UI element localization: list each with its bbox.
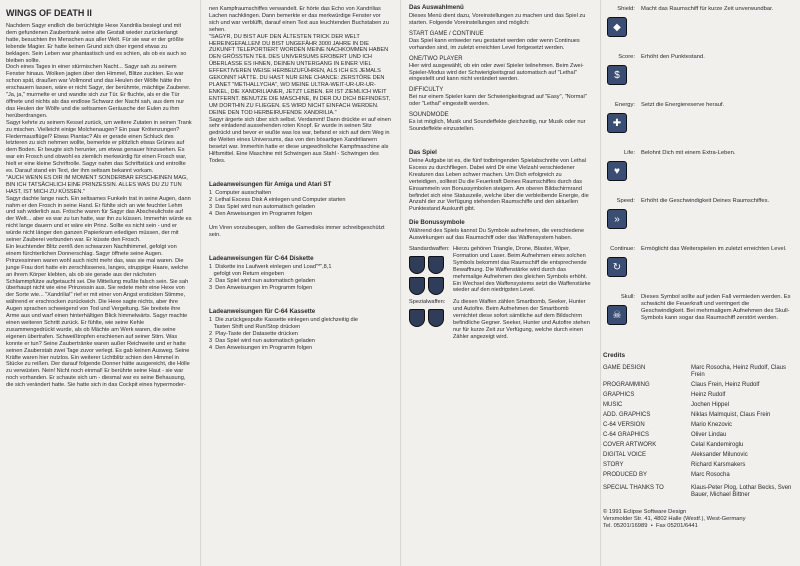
symbol-label: Shield: xyxy=(617,6,635,12)
bonus-text: Während des Spiels kannst Du Symbole aufnehmen, die verschiedene Auswirkungen auf das Raumschiff oder das Waffensystem haben. xyxy=(409,228,586,242)
symbol-label: Energy: xyxy=(615,102,635,108)
credit-name: Aleksander Milunovic xyxy=(691,452,748,458)
credit-name: Heinz Rudolf xyxy=(691,392,726,398)
credit-row xyxy=(601,472,794,479)
symbol-label: Speed: xyxy=(616,198,635,204)
symbol-speed xyxy=(601,196,794,244)
menu-column xyxy=(400,0,600,566)
standard-weapons xyxy=(409,246,592,295)
story-text-continued: nen Kampfraumschiffes verwandelt. Er hörte das Echo von Xandrilias Lachen nachklingen. Dann bemerkte er das merkwürdige Fenster vor sich und war verblüfft, darauf einen Text aus leuchtenden Buchstaben zu sehen. "SAGYR, DU BIST AUF DEN ÄLTESTEN TRICK DER WELT HEREINGEFALLEN! DU BIST UNGEFÄHR 3000 JAHRE IN DIE ZUKUNFT TELEPORTIERT WORDEN MEINE NACHKOMMEN HABEN DEN GRÖSSTEN TEIL DES UNIVERSUMS EROBERT UND ICH ÜBERLASSE ES IHNEN, DEINEN UNTERGANG IN EINER VIEL EFFEKTIVEREN WEISE HERBEIZUFÜHREN, ALS ICH ES JEMALS GEKONNT HÄTTE. DU HAST NUR EINE CHANCE: ZERSTÖRE DEN PLANET "METHALLYCHA", WO MEINE ULTRA-WEIT-UR-UR-UR-ENKEL, DIE XANDRILIANER, JETZT LEBEN. ER IST ZIEMLICH WEIT ENTFERNT. BENUTZE DIE MASCHINE, IN DER DU DICH BEFINDEST, UM DORTHIN ZU FLIEGEN. ES WIRD NICHT EINFACH WERDEN. DEINE DEN TOD HERBEIRUFENDE XANDRILIA." Sagyr ärgerte sich über sich selbst. Verdammt! Dann drückte er auf einen sehr einladend aussehenden roten Knopf. Er wurde in seinen Sitz gedrückt und bevor er wußte was los war, befand er sich auf dem Weg in die Weiten eines Universums, das von den bösartigen Xandrilianern besetzt war. Immerhin hatte er diese ungewöhnliche Kampfmaschine als Hilfsmittel. Eine Maschine mit Schwingen aus Stahl - Schwingen des Todes. xyxy=(209,6,391,164)
symbol-desc: Erhöht die Geschwindigkeit Deines Raumschiffes. xyxy=(641,198,770,204)
credit-row xyxy=(601,382,794,389)
credit-row xyxy=(601,442,794,449)
credit-role: GAME DESIGN xyxy=(603,365,646,371)
standard-weapons-text: Hierzu gehören Triangle, Drone, Blaster, Wiper, Formation und Laser. Beim Aufnehmen eines solchen Symbols bekommt das Raumschiff die entsprechende Bewaffnung. Die Waffenstärke wird durch das mehrmalige Aufnehmen des gleichen Symbols erhöht. Ein Wechsel des Waffensystems setzt die Waffenstärke wieder auf den niedrigsten Level. xyxy=(453,246,591,294)
symbol-label: Score: xyxy=(618,54,635,60)
bonus-heading: Die Bonussymbole xyxy=(409,219,465,227)
menu-item-title: ONE/TWO PLAYER xyxy=(409,55,463,62)
symbol-continue xyxy=(601,244,794,292)
symbol-desc: Setzt die Energiereserve herauf. xyxy=(641,102,725,108)
menu-item-text: Bei nur einem Spieler kann der Schwierigkeitsgrad auf "Easy", "Normal" oder "Lethal" eingestellt werden. xyxy=(409,94,589,108)
symbol-desc: Macht das Raumschiff für kurze Zeit unverwundbar. xyxy=(641,6,774,12)
credit-name: Oliver Lindau xyxy=(691,432,727,438)
symbol-desc: Belohnt Dich mit einem Extra-Leben. xyxy=(641,150,736,156)
credit-name: Marc Rosocha, Heinz Rudolf, Claus Frein xyxy=(691,365,787,378)
credit-row xyxy=(601,402,794,409)
symbol-desc: Dieses Symbol sollte auf jeden Fall vermieden werden. Es schwächt die Feuerkraft und verringert die Geschwindigkeit. Bei mehrmaligem Aufnehmen des Skull-Symbols kann sogar das Raumschiff zerstört werden. xyxy=(641,294,791,321)
symbol-desc: Ermöglicht das Weiterspielen im zuletzt erreichten Level. xyxy=(641,246,787,252)
c64-tape-heading: Ladeanweisungen für C-64 Kassette xyxy=(209,307,316,315)
symbol-shield xyxy=(601,4,794,52)
skull-icon: ☠ xyxy=(607,305,627,325)
credits-heading: Credits xyxy=(603,352,626,359)
continue-icon: ↻ xyxy=(607,257,627,277)
weapon-shield-icon xyxy=(428,309,444,327)
credit-name: Richard Karsmakers xyxy=(691,462,746,468)
credit-row xyxy=(601,365,794,379)
special-weapon-icons xyxy=(409,309,453,327)
symbol-label: Continue: xyxy=(610,246,635,252)
story-text: Nachdem Sagyr endlich die berüchtigte Hexe Xandrilia besiegt und mit dem gefundenen Zaubertrank seine alte Gestalt wieder zurückerlangt hatte, besuchten ihn Menschen aus aller Welt. Für sie war er der größte lebende Magier. Er hatte keinen Grund sich über irgend etwas zu beklagen. Sein Leben war phantastisch und es schien, als ob es auch so bleiben sollte. Doch eines Tages in einer stürmischen Nacht... Sagyr sah zu seinem Fenster hinaus. Wolken jagten über den Himmel, Blitze zuckten. Es war schon spät, draußen war Vollmond und das Heulen der Wölfe hätte ihn erschauern lassen, wäre er nicht Sagyr, der berühmte, mächtige Zauberer. "Ja, ja," murmelte er und wandte sich zur Tür. Er fluchte, als er die Tür öffnete und nichts als das endlose Schwarz der Nacht sah, aus dem nur das Heulen der Wölfe und die seltsamen Geräusche der Eulen zu ihm herüberdrangen. Sagyr kehrte zu seinem Kessel zurück, um weitere Zutaten in seinen Trank zu mischen. Vielleicht einige Molchenaugen? Ein paar Krötenzungen? Fledermausflügel? Etwas Piantac? Als er gerade einen Schluck des letzteren zu sich nehmen wollte, bemerkte er plötzlich etwas Grünes auf dem Boden. Er beugte sich herunter, um etwas genauer hinzusehen. Es war ein Frosch und obwohl es ziemlich merkwürdig für einen Frosch war, hielt er eine kleine Schriftrolle. Sagyr nahm das Schriftstück und entrollte es. Darauf stand ein Text, der ihm seltsam bekannt vorkam. "AUCH WENN ES DIR IM MOMENT SONDERBAR ERSCHEINEN MAG, BIN ICH TATSÄCHLICH EINE PRINZESSIN. ALLES WAS DU ZU TUN HAST, IST MICH ZU KÜSSEN." Sagyr dachte lange nach. Ein seltsames Funkeln trat in seine Augen, dann nahm er den Frosch in seine Hand. Er fühlte sich an wie feuchter Lehm und sah widerlich aus. Frösche waren für Sagyr das Abscheulichste auf der Welt... aber es war zu tun hatte, war ihn zu küssen. Immerhin würde es nicht lange dauern und er wäre ein Prinz. Sollte es nicht sein - und er würde nicht länger den ganzen Papierkram erledigen müssen, der mit seiner Zauberei verbunden war. Er küsste den Frosch. Ein leuchtender Blitz zerriß den schwarzen Nachthimmel, gefolgt von einem fürchterlichen Donnerschlag. Sagyr öffnete seine Augen. Prinzessinnen waren wohl auch nicht mehr das, was sie mal waren. Die junge Frau dort hatte ein zerschlissenes, langes, struppige Haare, welche an ihrem Körper klebten, als ob sie gerade aus der nächsten Schlammpfütze aufgetaucht sei. Die Mitteilung mußte falsch sein. Sie sah überhaupt nicht wie eine Prinzessin aus. Sie redete mehr eine Hexe von der Sorte wie... "Xandrilia!" rief er mit einer von Angst erstickten Stimme, während er erschrocken zurückwich. Die Hexe sagte nichts, aber ihre Augen sprachen schweigend von Tod und Vergeltung. Sie breitete ihre Arme aus und warf einen hinterhältigen Blick himmelwärts. Sagyr machte einen weiteren Schritt zurück. Er fühlte, wie seine Kehle zusammengedrückt wurde, als ob Mächte am Werk waren, die seine eigenen übertrafen. Schweißtropfen erschienen auf seiner Stirn. Was konnte er tun? Seine Zaubertränke waren außer Reichweite und er hatte seinen Zauberstab zwei Tage zuvor verlegt. Es gab keinen Ausweg. Seine Kräfte waren hier nutzlos. Ein weiterer Lichtblitz schien den Himmel in Stücke zu reißen. Der darauf folgende Donner hätte ausgereicht, die Hölle zu verwüsten. Nein! Nicht noch einmal! Er berührte seine Haut - sie war noch vorhanden. Er schaute sich um - diesmal war es seine Behausung, die sich verändert hatte. Sie hatte sich in das Cockpit eines hypermoder- xyxy=(6,23,192,389)
game-heading: Das Spiel xyxy=(409,148,437,156)
menu-item-text: Das Spiel kann entweder neu gestartet werden oder wenn Continues vorhanden sind, im zuletzt erreichten Level fortgesetzt werden. xyxy=(409,37,582,51)
credit-name: Claus Frein, Heinz Rudolf xyxy=(691,382,760,388)
credit-name: Celal Kandemiroglu xyxy=(691,442,744,448)
credit-name: Jochen Hippel xyxy=(691,402,730,408)
weapon-shield-icon xyxy=(428,256,444,274)
symbol-skull xyxy=(601,292,794,350)
menu-item-title: START GAME / CONTINUE xyxy=(409,30,484,37)
amiga-loading-heading: Ladeanweisungen für Amiga und Atari ST xyxy=(209,180,332,188)
menu-heading: Das Auswahlmenü xyxy=(409,4,464,11)
credit-name: Klaus-Peter Plog, Lothar Becks, Sven Bauer, Michael Bittner xyxy=(691,485,792,498)
page-title: WINGS OF DEATH II xyxy=(6,8,92,18)
weapon-shield-icon xyxy=(428,277,444,295)
symbol-label: Life: xyxy=(624,150,635,156)
credit-role: ADD. GRAPHICS xyxy=(603,412,651,418)
symbol-label: Skull: xyxy=(620,294,635,300)
speed-icon: » xyxy=(607,209,627,229)
credits-list xyxy=(601,365,794,499)
credit-name: Marc Rosocha xyxy=(691,472,730,478)
credit-role: GRAPHICS xyxy=(603,392,635,398)
weapon-shield-icon xyxy=(409,277,425,295)
credit-name: Niklas Malmquist, Claus Frein xyxy=(691,412,771,418)
menu-item-text: Es ist möglich, Musik und Soundeffekte gleichzeitig, nur Musik oder nur Soundeffekte einzustellen. xyxy=(409,119,588,133)
c64-disk-heading: Ladeanweisungen für C-64 Diskette xyxy=(209,255,314,263)
credit-row xyxy=(601,422,794,429)
copyright-info: © 1991 Eclipse Software Design Versmolder Str. 41, 4802 Halle (Westf.), West-Germany Tel. 05201/16989 • Fax 05201/6441 xyxy=(603,509,746,529)
weapon-shield-icon xyxy=(409,256,425,274)
credit-role: STORY xyxy=(603,462,624,468)
menu-item-text: Hier wird ausgewählt, ob ein oder zwei Spieler teilnehmen. Beim Zwei-Spieler-Modus wird der Schwierigkeitsgrad automatisch auf "Lethal" eingestellt und kann nicht verändert werden. xyxy=(409,62,584,83)
symbol-score xyxy=(601,52,794,100)
story-continued-column xyxy=(200,0,400,566)
credit-role: DIGITAL VOICE xyxy=(603,452,647,458)
credit-role: SPECIAL THANKS TO xyxy=(603,485,664,491)
credit-role: C-64 VERSION xyxy=(603,422,645,428)
symbol-desc: Erhöht den Punktestand. xyxy=(641,54,705,60)
weapon-shield-icon xyxy=(409,309,425,327)
special-weapons-text: Zu diesen Waffen zählen Smartbomb, Seeker, Hunter und Autofire. Beim Aufnehmen der Smartbomb vernichtet diese sofort sämtliche auf dem Bildschirm befindliche Gegner. Seeker, Hunter und Autofire stehen nur für kurze Zeit zur Verfügung, welche durch einen Zähler angezeigt wird. xyxy=(453,299,590,340)
credit-row xyxy=(601,412,794,419)
credit-row xyxy=(601,452,794,459)
menu-intro: Dieses Menü dient dazu, Voreinstellungen zu machen und das Spiel zu starten. Folgende Voreinstellungen sind möglich: xyxy=(409,13,587,26)
life-icon: ♥ xyxy=(607,161,627,181)
amiga-loading-steps: 1 Computer ausschalten 2 Lethal Excess Disk A einlegen und Computer starten 3 Das Spiel wird nun automatisch geladen 4 Den Anweisungen im Programm folgen xyxy=(209,189,346,217)
standard-weapons-label: Standardwaffen: xyxy=(409,246,450,253)
credit-role: COVER ARTWORK xyxy=(603,442,657,448)
special-weapons-label: Spezialwaffen: xyxy=(409,299,446,306)
credit-role: MUSIC xyxy=(603,402,623,408)
credit-row xyxy=(601,462,794,469)
credit-row xyxy=(601,485,794,499)
symbols-credits-column xyxy=(600,0,800,566)
virus-note: Um Viren vorzubeugen, sollten die Gamedisks immer schreibgeschützt sein. xyxy=(209,225,387,239)
credit-role: PROGRAMMING xyxy=(603,382,650,388)
standard-weapon-icons xyxy=(409,256,453,295)
menu-item-title: DIFFICULTY xyxy=(409,87,444,94)
game-text: Deine Aufgabe ist es, die fünf todbringenden Spielabschnitte von Lethal Excess zu durchfliegen. Dabei wird Dir eine Vielzahl verschiedener Kreaturen das Leben schwer machen. Um Dich erfolgreich zu verteidigen, solltest Du die Feuerkraft Deines Raumschiffes durch das Einsammeln von Bonussymbolen steigern. Am oberen Bildschirmrand befindet sich eine Statuszeile, welche über die verbleibende Energie, die Anzahl der zur Verfügung stehenden Raumschiffe und den aktuellen Punktestand Auskunft gibt. xyxy=(409,157,590,213)
credit-row xyxy=(601,392,794,399)
credit-row xyxy=(601,432,794,439)
story-column xyxy=(0,0,200,566)
score-icon: $ xyxy=(607,65,627,85)
c64-tape-steps: 1 Die zurückgespulte Kassette einlegen und gleichzeitig die Tasten Shift und Run/Stop drücken 2 Play-Taste der Datasette drücken 3 Das Spiel wird nun automatisch geladen 4 Den Anweisungen im Programm folgen xyxy=(209,316,358,351)
c64-disk-steps: 1 Diskette ins Laufwerk einlegen und Load"*",8,1 gefolgt von Return eingeben 2 Das Spiel wird nun automatisch geladen 3 Den Anweisungen im Programm folgen xyxy=(209,264,332,291)
special-weapons xyxy=(409,299,592,340)
credit-name: Mario Knezovic xyxy=(691,422,733,428)
menu-item-title: SOUNDMODE xyxy=(409,112,449,119)
symbol-life xyxy=(601,148,794,196)
energy-icon: ✚ xyxy=(607,113,627,133)
shield-icon: ◆ xyxy=(607,17,627,37)
symbol-energy xyxy=(601,100,794,148)
credit-role: PRODUCED BY xyxy=(603,472,648,478)
credit-role: C-64 GRAPHICS xyxy=(603,432,650,438)
